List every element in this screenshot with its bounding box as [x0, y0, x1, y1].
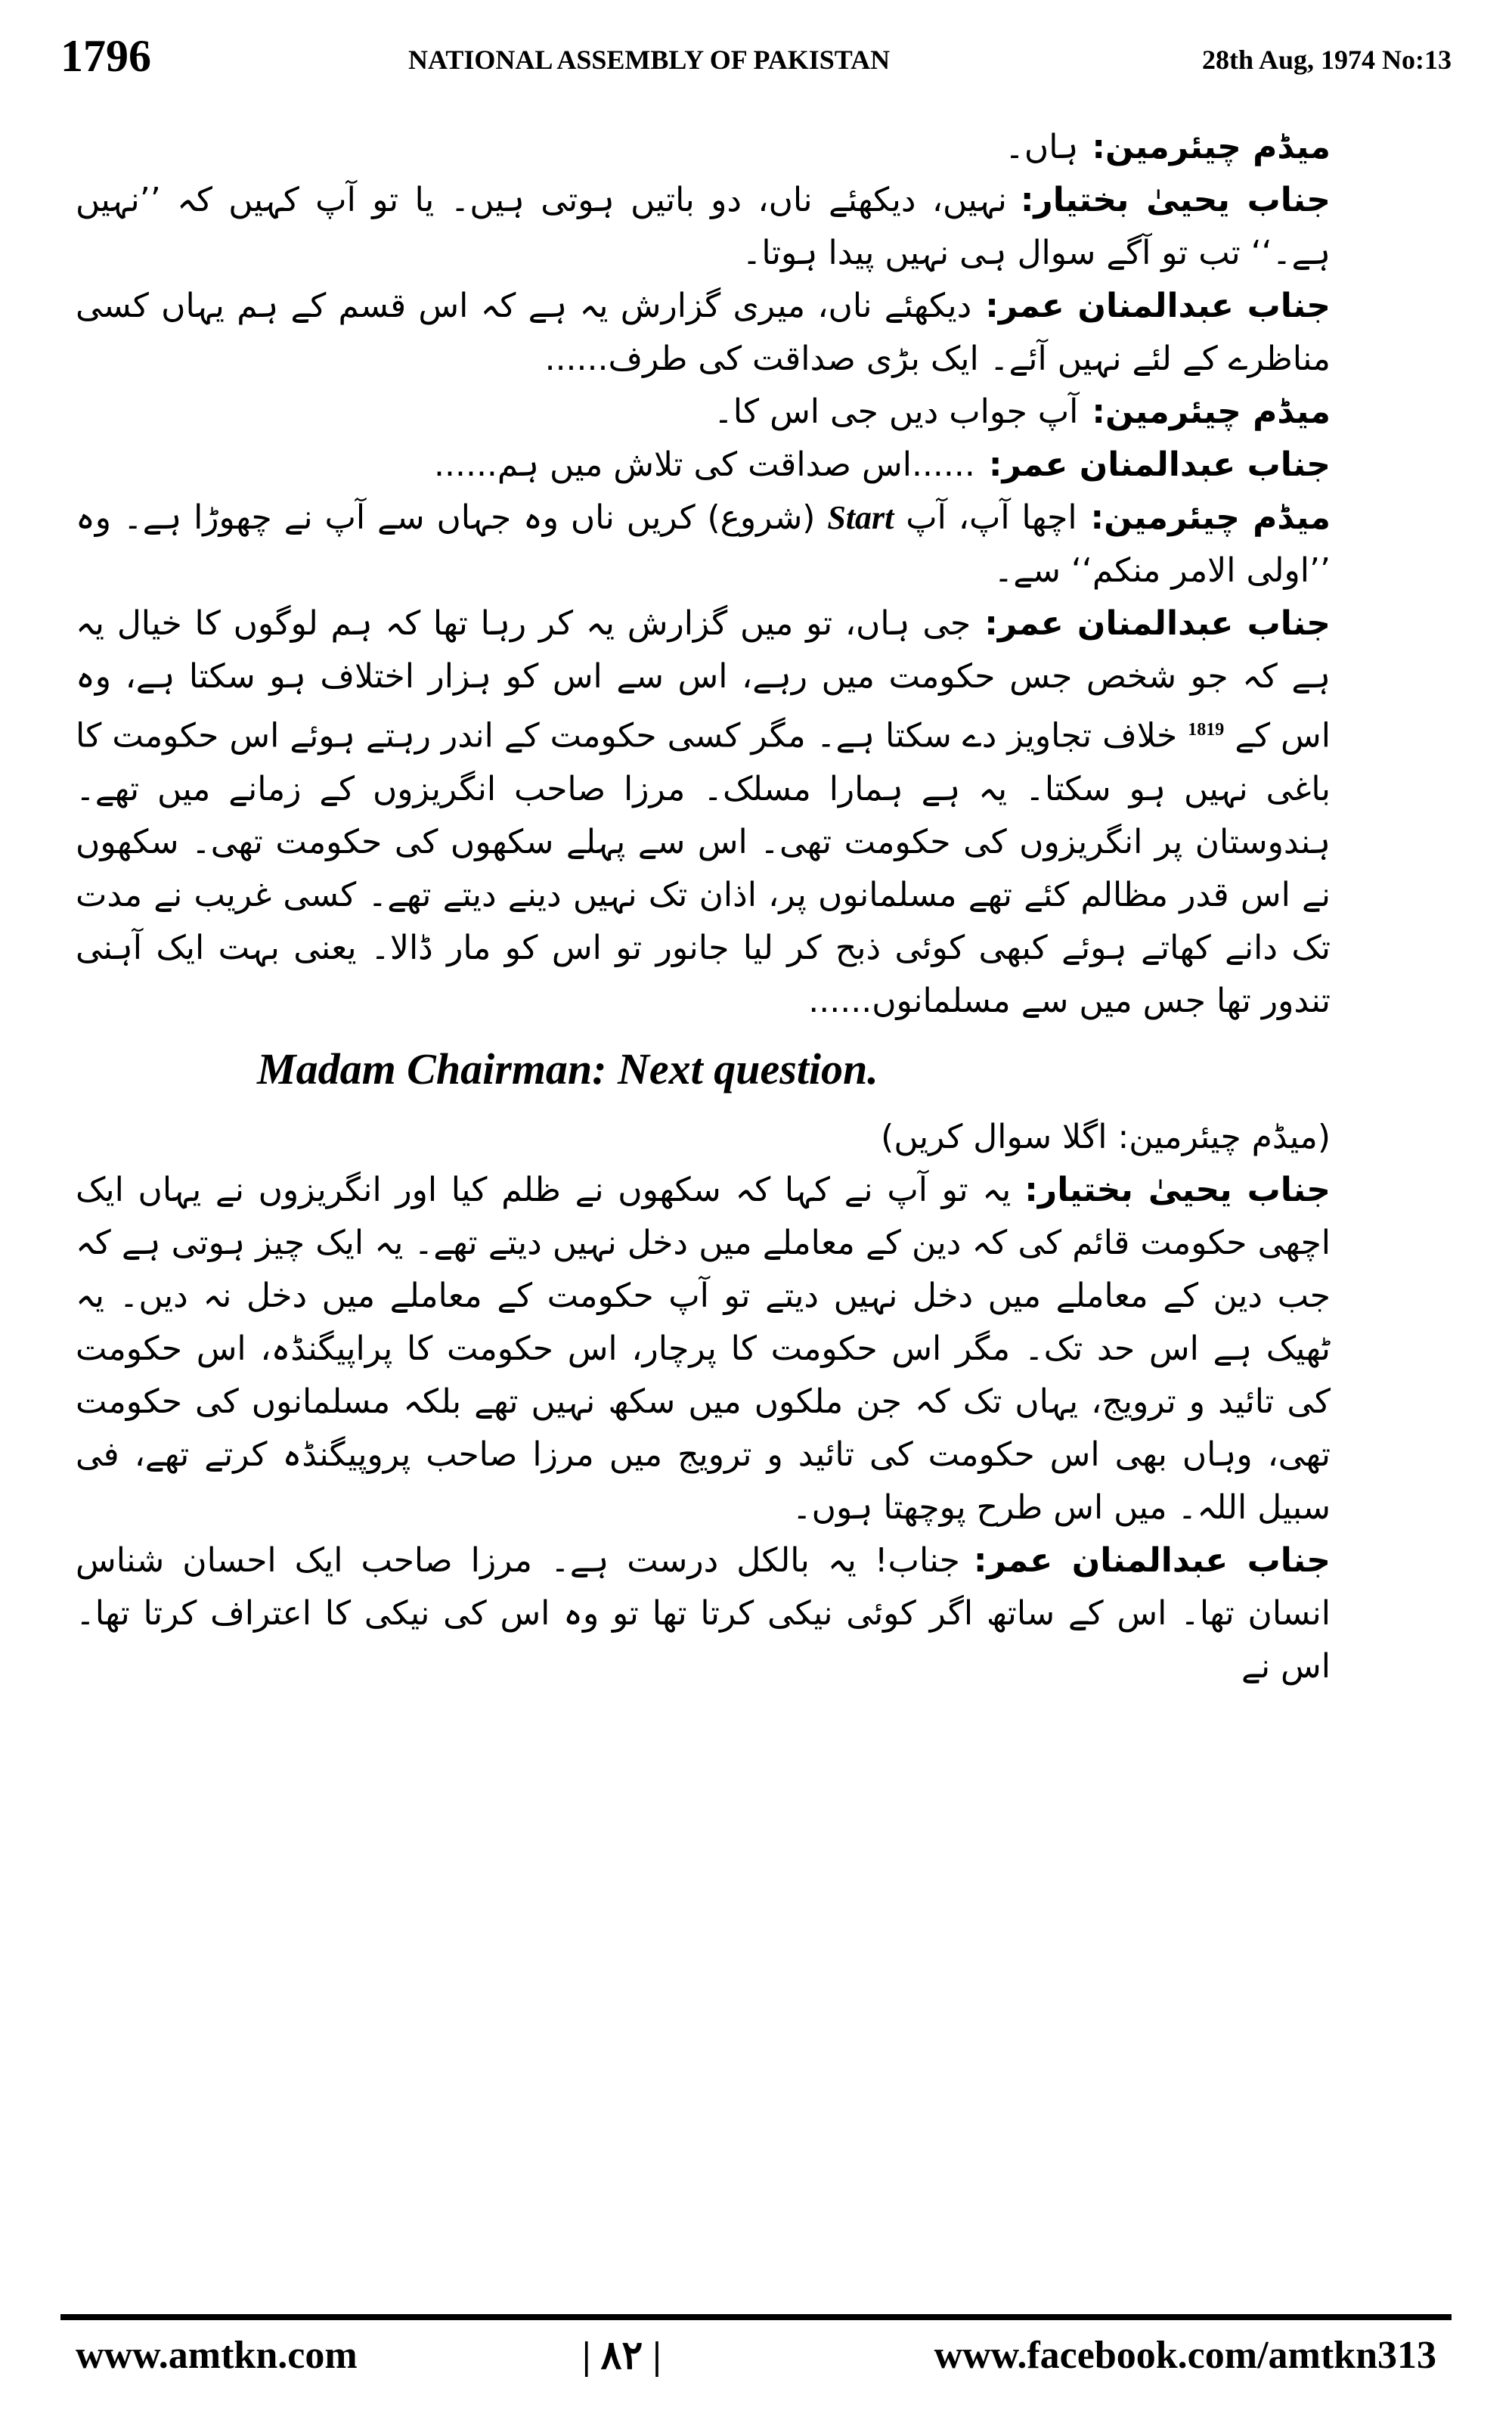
- speech-text: خلاف تجاویز دے سکتا ہے۔ مگر کسی حکومت کے اندر رہتے ہوئے اس حکومت کا باغی نہیں ہو سکتا۔ یہ ہے ہمارا مسلک۔ مرزا صاحب انگریزوں کے زمانے میں تھے۔ ہندوستان پر انگریزوں کی حکومت تھی۔ اس سے پہلے سکھوں کی حکومت تھی۔ سکھوں نے اس قدر مظالم کئے تھے مسلمانوں پر، اذان تک نہیں دینے دیتے تھے۔ کسی غریب نے مدت تک دانے کھاتے ہوئے کبھی کوئی ذبح کر لیا جانور تو اس کو مار ڈالا۔ یعنی بہت ایک آہنی تندور تھا جس میں سے مسلمانوں......: [76, 716, 1331, 1020]
- paragraph: [76, 1164, 1436, 1534]
- speaker-name: میڈم چیئرمین:: [1090, 498, 1331, 537]
- page-number: 1796: [60, 31, 151, 81]
- page-header: [60, 30, 1452, 91]
- speaker-name: میڈم چیئرمین:: [1092, 128, 1331, 166]
- transcript-body: [76, 121, 1436, 1693]
- paragraph: [76, 386, 1436, 439]
- speech-text: اچھا آپ، آپ: [906, 498, 1077, 537]
- paragraph: [76, 1534, 1436, 1693]
- speech-text: ......اس صداقت کی تلاش میں ہم......: [434, 445, 975, 484]
- paragraph: [76, 597, 1436, 1028]
- speech-text: دیکھئے ناں، میری گزارش یہ ہے کہ اس قسم کے ہم یہاں کسی مناظرے کے لئے نہیں آئے۔ ایک بڑی صداقت کی طرف......: [76, 287, 1331, 378]
- speech-text: آپ جواب دیں جی اس کا۔: [713, 392, 1079, 431]
- english-remark: Madam Chairman: Next question.: [257, 1044, 878, 1094]
- speaker-name: جناب عبدالمنان عمر:: [988, 445, 1331, 484]
- latin-term: Start: [827, 499, 894, 536]
- speaker-name: جناب عبدالمنان عمر:: [984, 604, 1331, 643]
- speaker-name: میڈم چیئرمین:: [1092, 392, 1331, 431]
- header-title: NATIONAL ASSEMBLY OF PAKISTAN: [408, 45, 891, 75]
- paragraph: [76, 174, 1436, 280]
- speech-text: جناب! یہ بالکل درست ہے۔ مرزا صاحب ایک احسان شناس انسان تھا۔ اس کے ساتھ اگر کوئی نیکی کرتا تھا تو وہ اس کی نیکی کا اعتراف کرتا تھا۔ اس نے: [76, 1540, 1331, 1686]
- paragraph: [76, 492, 1436, 597]
- footer-page-marker: | ۸۲ |: [582, 2335, 662, 2378]
- speaker-name: جناب عبدالمنان عمر:: [985, 287, 1331, 325]
- header-date: 28th Aug, 1974 No:13: [1201, 45, 1452, 75]
- speaker-name: جناب عبدالمنان عمر:: [973, 1540, 1331, 1580]
- speech-text: نہیں، دیکھئے ناں، دو باتیں ہوتی ہیں۔ یا تو آپ کہیں کہ ’’نہیں ہے۔‘‘ تب تو آگے سوال ہی نہیں پیدا ہوتا۔: [76, 181, 1331, 272]
- footer-facebook-link[interactable]: www.facebook.com/amtkn313: [934, 2334, 1436, 2377]
- speech-text: یہ تو آپ نے کہا کہ سکھوں نے ظلم کیا اور انگریزوں نے یہاں ایک اچھی حکومت قائم کی کہ دین کے معاملے میں دخل نہیں دیتے تھے۔ یہ ایک چیز ہوتی ہے کہ جب دین کے معاملے میں دخل نہیں دیتے تو آپ حکومت کے معاملے میں دخل نہ دیں۔ یہ ٹھیک ہے اس حد تک۔ مگر اس حکومت کا پرچار، اس حکومت کا پراپیگنڈہ، اس حکومت کی تائید و ترویج، یہاں تک کہ جن ملکوں میں سکھ نہیں تھے بلکہ مسلمانوں کی حکومت تھی، وہاں بھی اس حکومت کی تائید و ترویج میں مرزا صاحب پروپیگنڈہ کرتے تھے، فی سبیل اللہ۔ میں اس طرح پوچھتا ہوں۔: [76, 1170, 1331, 1527]
- footer-divider: [60, 2314, 1452, 2320]
- page-footer: [60, 2333, 1452, 2394]
- paragraph: [76, 439, 1436, 492]
- translation-note: (میڈم چیئرمین: اگلا سوال کریں): [881, 1117, 1331, 1156]
- speaker-name: جناب یحییٰ بختیار:: [1024, 1170, 1331, 1209]
- speech-text: ہاں۔: [1005, 128, 1079, 166]
- paragraph: [76, 280, 1436, 386]
- footer-website-link[interactable]: www.amtkn.com: [76, 2334, 358, 2377]
- speech-text: جی ہاں، تو میں گزارش یہ کر رہا تھا کہ ہم لوگوں کا خیال یہ ہے کہ جو شخص جس حکومت میں رہے، اس سے اس کو ہزار اختلاف ہو سکتا ہے، وہ اس کے: [76, 604, 1331, 755]
- speech-text: (شروع) کریں ناں وہ جہاں سے آپ نے چھوڑا ہے۔ وہ ’’اولی الامر منکم‘‘ سے۔: [76, 498, 1331, 590]
- footnote-marker: 1819: [1188, 720, 1225, 740]
- paragraph: [76, 121, 1436, 174]
- speaker-name: جناب یحییٰ بختیار:: [1020, 181, 1331, 219]
